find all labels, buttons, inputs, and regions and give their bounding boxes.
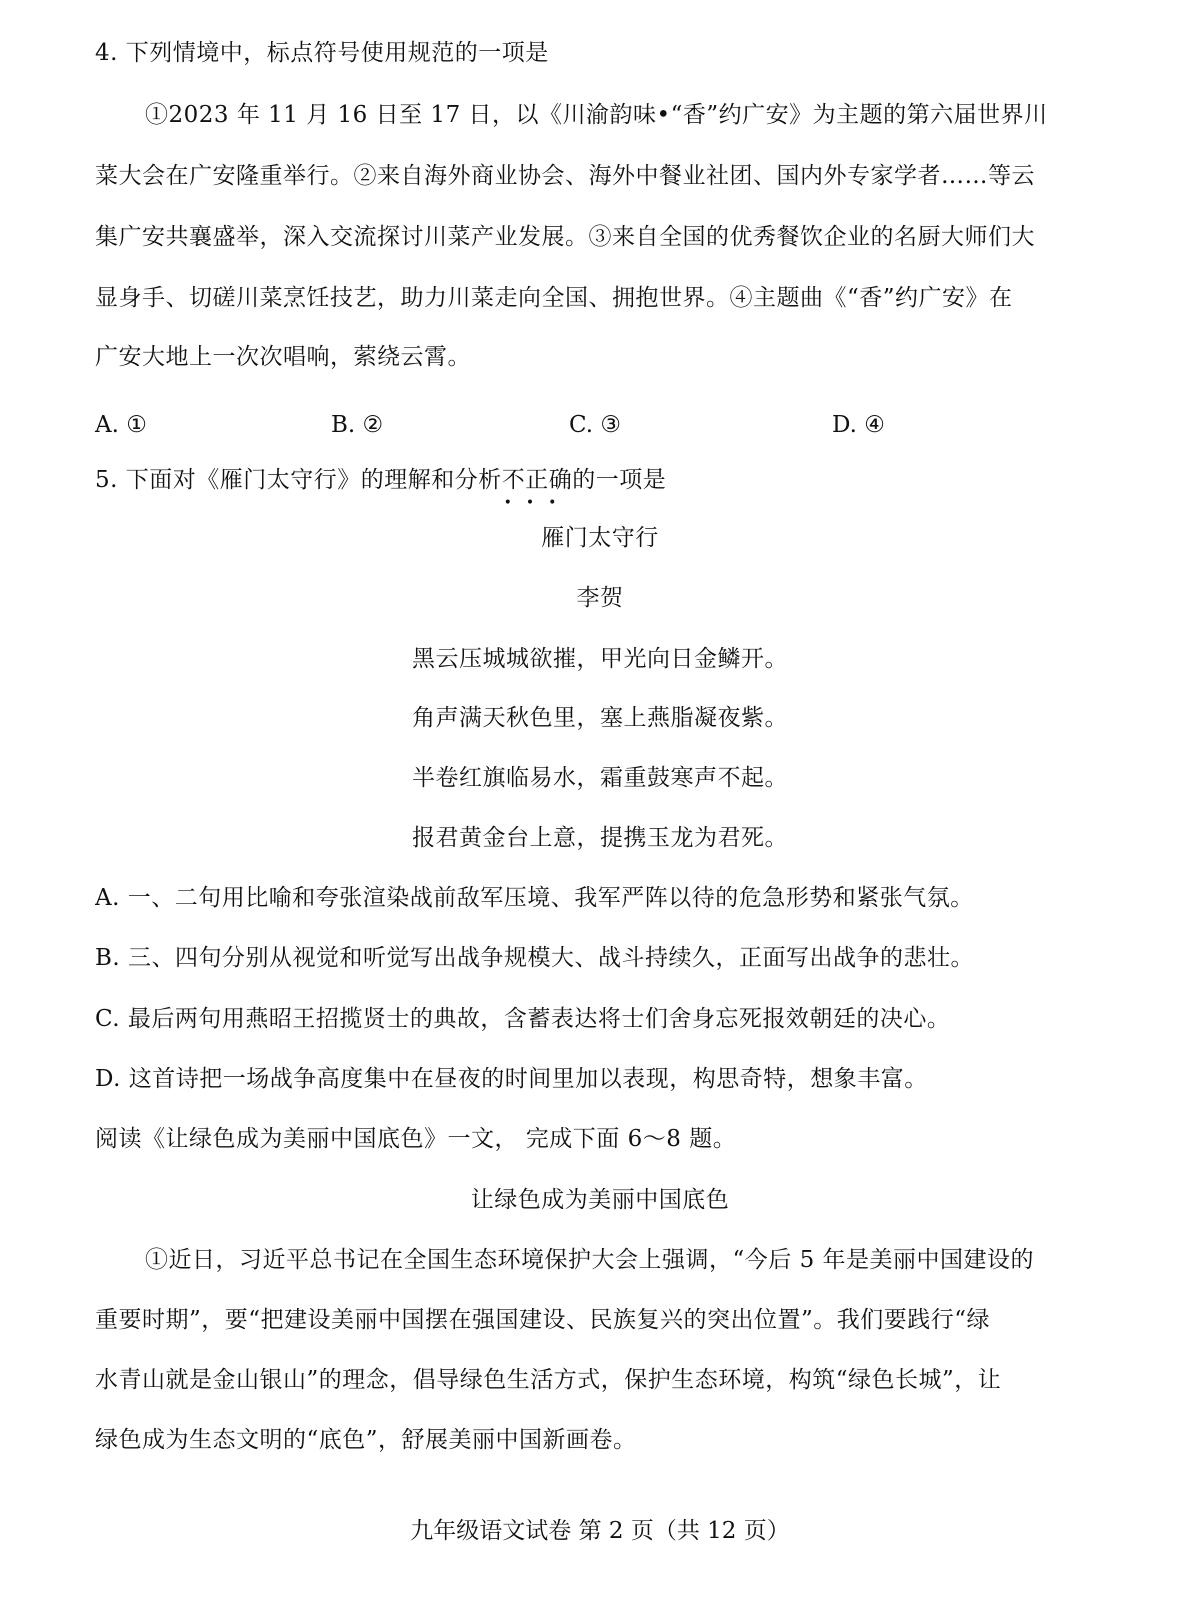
- emphasis-dots-icon: •••: [503, 495, 571, 511]
- reading-intro: 阅读《让绿色成为美丽中国底色》一文， 完成下面 6～8 题。: [95, 1126, 737, 1152]
- q4-passage-line: ①2023 年 11 月 16 日至 17 日，以《川渝韵味•“香”约广安》为主题的第六届世界川: [145, 102, 1048, 128]
- q5-stem-after: 的一项是: [572, 467, 667, 493]
- q5-stem-emphasis-text: 不正确: [501, 467, 573, 493]
- poem-line: 黑云压城城欲摧，甲光向日金鳞开。: [412, 646, 788, 672]
- poem-author: 李贺: [576, 585, 624, 611]
- poem-title: 雁门太守行: [541, 525, 659, 551]
- article-para-line: 绿色成为生态文明的“底色”，舒展美丽中国新画卷。: [95, 1427, 637, 1453]
- q4-option-b[interactable]: B. ②: [331, 412, 384, 438]
- q4-option-c[interactable]: C. ③: [569, 412, 622, 438]
- q4-passage-line: 显身手、切磋川菜烹饪技艺，助力川菜走向全国、拥抱世界。④主题曲《“香”约广安》在: [95, 285, 1013, 311]
- q5-option-d[interactable]: D. 这首诗把一场战争高度集中在昼夜的时间里加以表现，构思奇特，想象丰富。: [95, 1066, 928, 1092]
- article-para-line: 重要时期”，要“把建设美丽中国摆在强国建设、民族复兴的突出位置”。我们要践行“绿: [95, 1307, 991, 1333]
- q4-option-d[interactable]: D. ④: [832, 412, 885, 438]
- article-para-line: ①近日，习近平总书记在全国生态环境保护大会上强调，“今后 5 年是美丽中国建设的: [145, 1247, 1035, 1273]
- poem-line: 半卷红旗临易水，霜重鼓寒声不起。: [412, 765, 788, 791]
- poem-line: 报君黄金台上意，提携玉龙为君死。: [412, 825, 788, 851]
- poem-line: 角声满天秋色里，塞上燕脂凝夜紫。: [412, 705, 788, 731]
- page-footer: 九年级语文试卷 第 2 页（共 12 页）: [410, 1518, 790, 1544]
- q4-option-a[interactable]: A. ①: [95, 412, 147, 438]
- q5-option-a[interactable]: A. 一、二句用比喻和夸张渲染战前敌军压境、我军严阵以待的危急形势和紧张气氛。: [95, 885, 974, 911]
- q5-stem-before: 5. 下面对《雁门太守行》的理解和分析: [95, 467, 502, 493]
- q4-passage-line: 菜大会在广安隆重举行。②来自海外商业协会、海外中餐业社团、国内外专家学者……等云: [95, 163, 1035, 189]
- q5-option-b[interactable]: B. 三、四句分别从视觉和听觉写出战争规模大、战斗持续久，正面写出战争的悲壮。: [95, 945, 975, 971]
- q5-option-c[interactable]: C. 最后两句用燕昭王招揽贤士的典故，含蓄表达将士们舍身忘死报效朝廷的决心。: [95, 1006, 951, 1032]
- article-para-line: 水青山就是金山银山”的理念，倡导绿色生活方式，保护生态环境，构筑“绿色长城”，让: [95, 1367, 1002, 1393]
- article-title: 让绿色成为美丽中国底色: [470, 1187, 730, 1213]
- q5-stem-emphasis: [501, 464, 573, 511]
- q4-passage-line: 集广安共襄盛举，深入交流探讨川菜产业发展。③来自全国的优秀餐饮企业的名厨大师们大: [95, 224, 1035, 250]
- q4-stem: 4. 下列情境中，标点符号使用规范的一项是: [95, 40, 549, 66]
- q5-stem: [95, 464, 1105, 511]
- q4-passage-line: 广安大地上一次次唱响，萦绕云霄。: [95, 344, 471, 370]
- q4-options: [95, 412, 1105, 444]
